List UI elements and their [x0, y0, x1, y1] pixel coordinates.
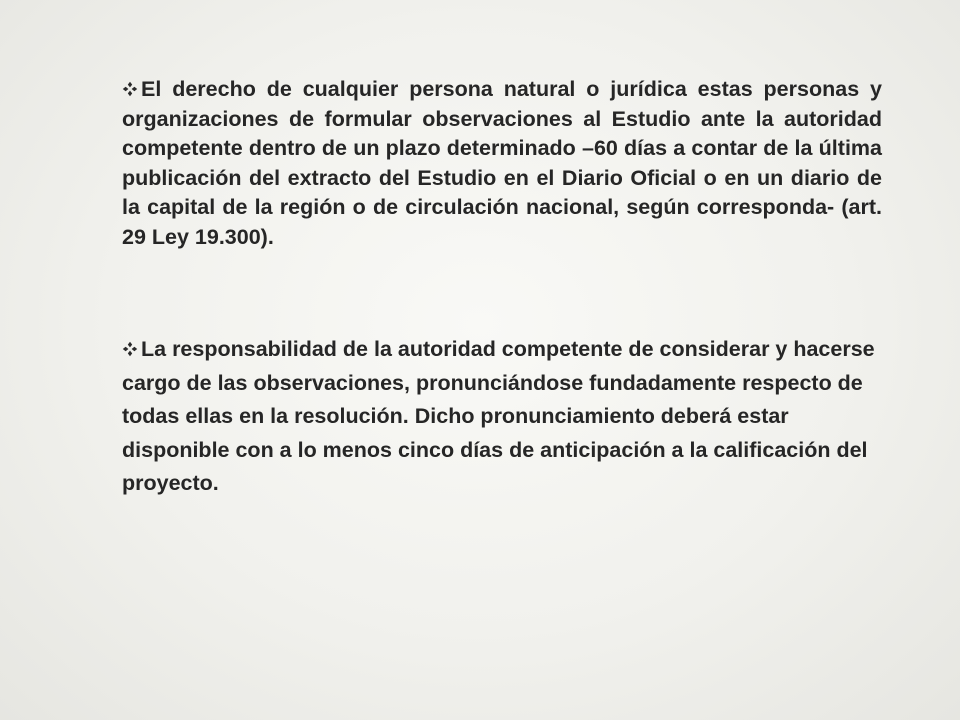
- diamond-bullet-icon: [122, 341, 138, 357]
- bullet-item-right-to-observe: [122, 75, 882, 252]
- diamond-bullet-icon: [122, 81, 138, 97]
- bullet-text: El derecho de cualquier persona natural o jurídica estas personas y organizaciones de formular observaciones al Estudio ante la autoridad competente dentro de un plazo determinado –60 días a contar de la última publicación del extracto del Estudio en el Diario Oficial o en un diario de la capital de la región o de circulación nacional, según corresponda- (art. 29 Ley 19.300).: [122, 77, 882, 249]
- bullet-text: La responsabilidad de la autoridad competente de considerar y hacerse cargo de las observaciones, pronunciándose fundadamente respecto de todas ellas en la resolución. Dicho pronunciamiento deberá estar disponible con a lo menos cinco días de anticipación a la calificación del proyecto.: [122, 337, 875, 495]
- bullet-item-authority-responsibility: [122, 333, 892, 501]
